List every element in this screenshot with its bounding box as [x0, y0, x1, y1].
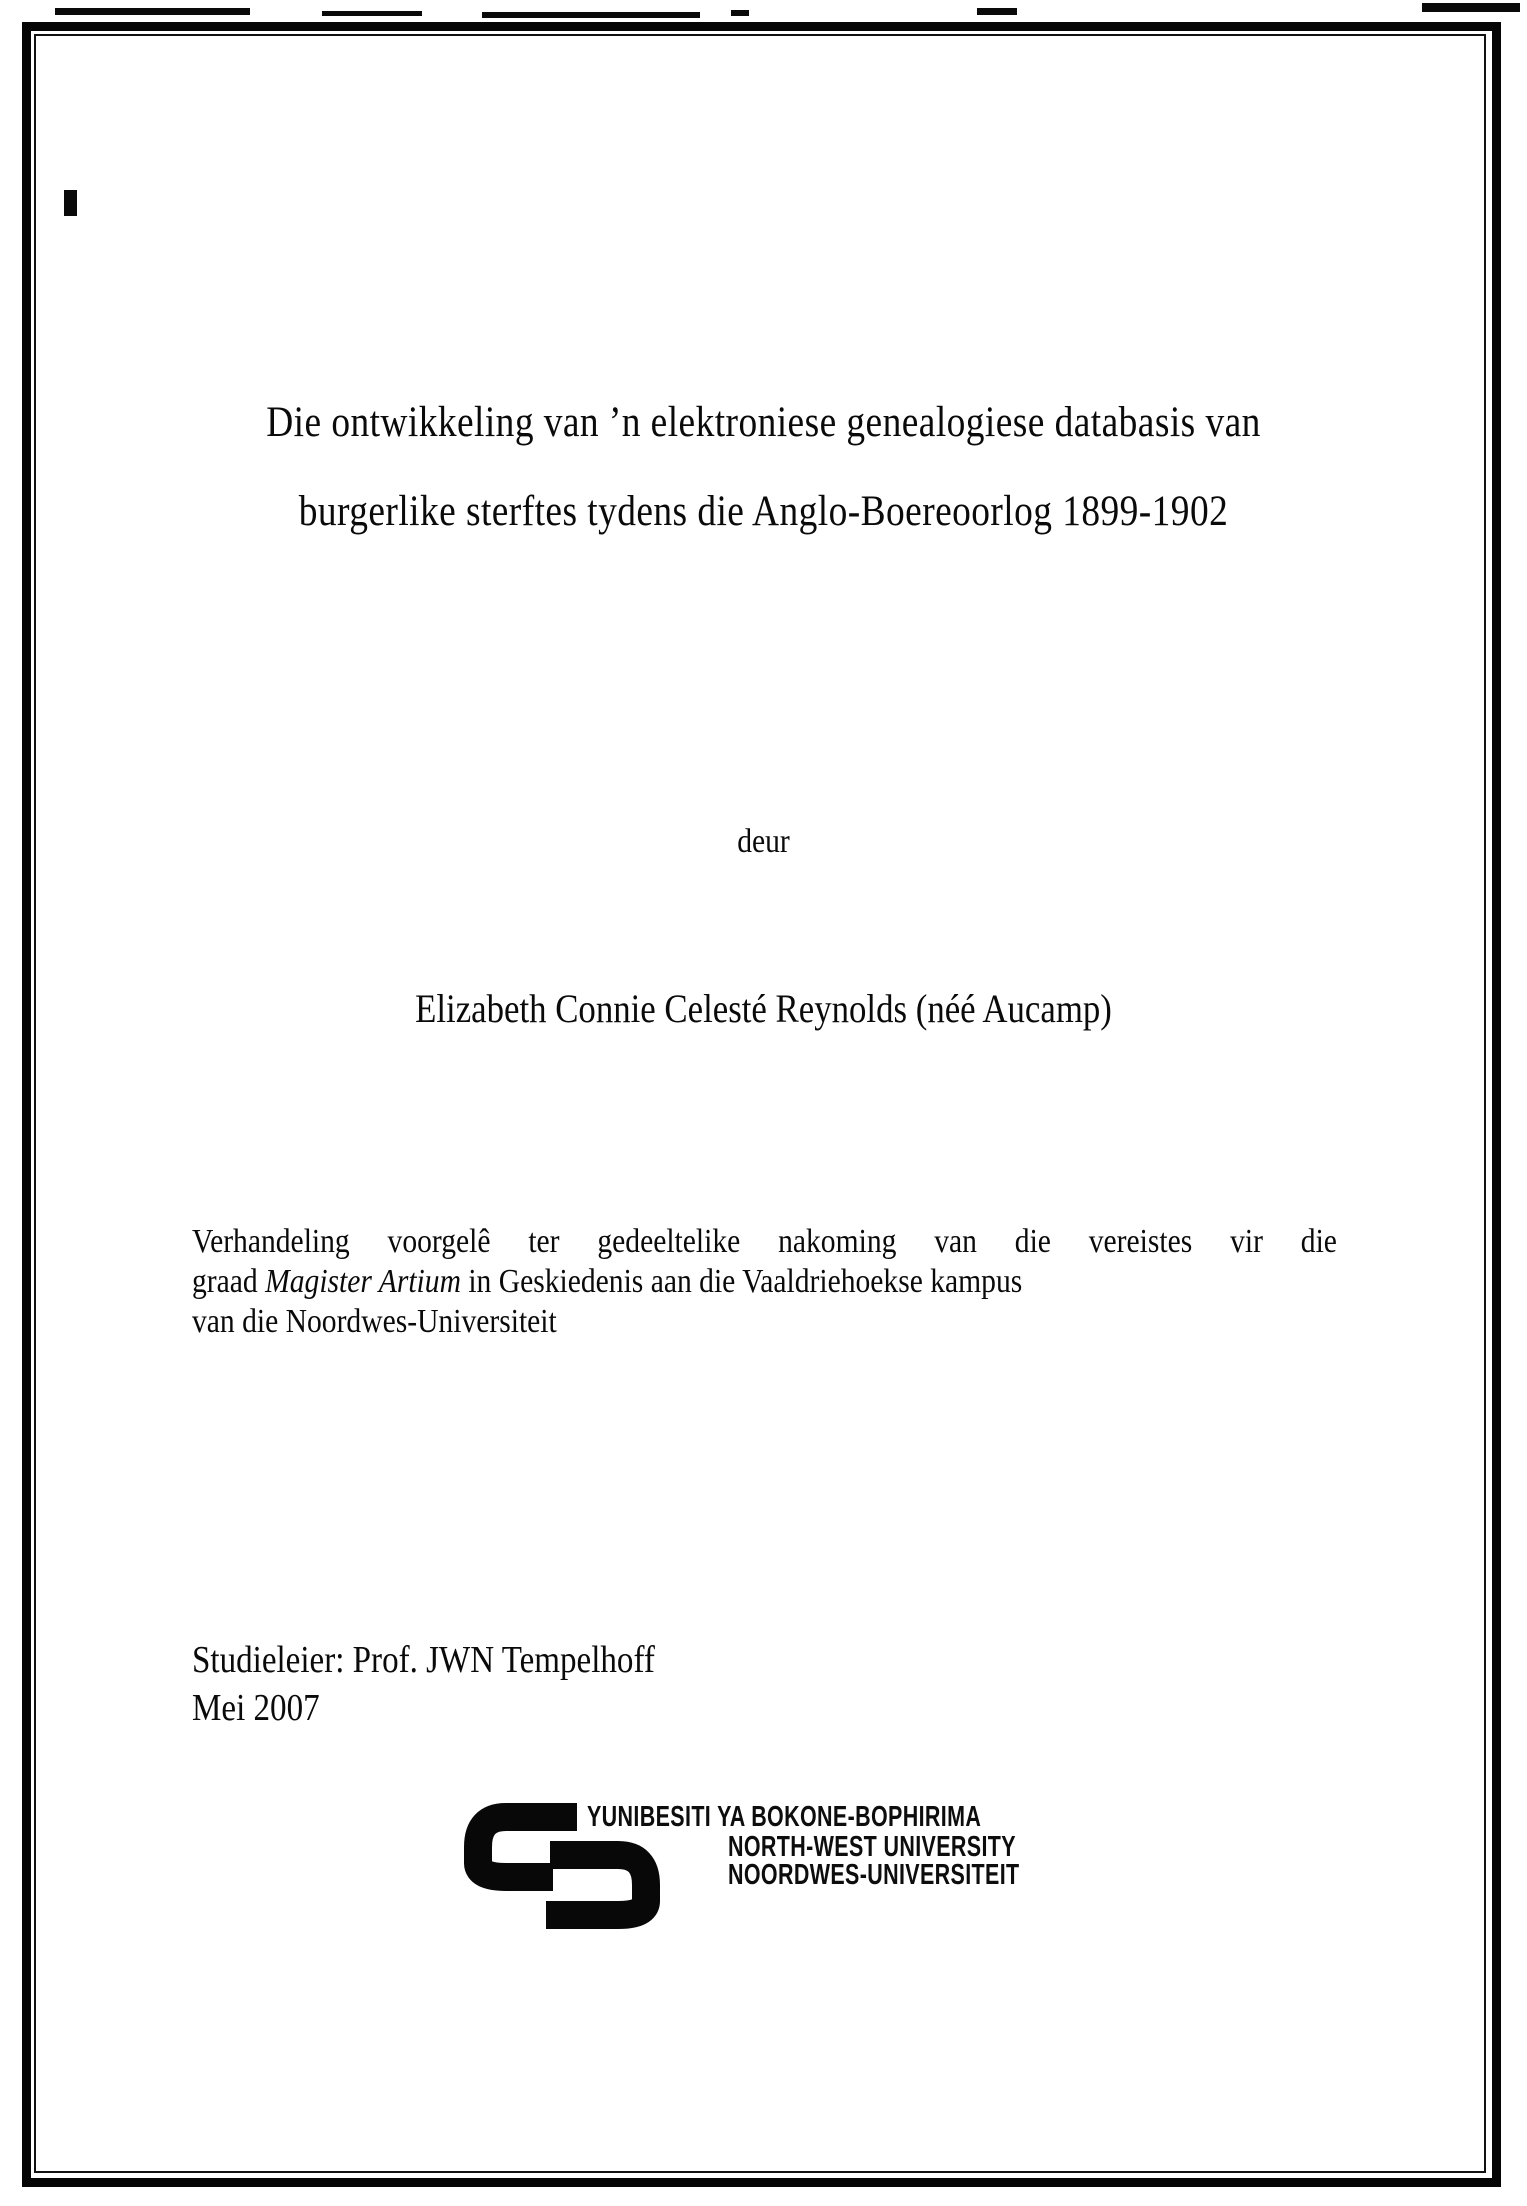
- scan-artifact: [731, 10, 749, 16]
- degree-statement-line-2: [192, 1262, 1337, 1302]
- logo-text-afrikaans: NOORDWES-UNIVERSITEIT: [728, 1859, 1020, 1891]
- degree-statement: [192, 1222, 1337, 1342]
- scan-artifact: [482, 12, 700, 18]
- scan-artifact: [1422, 3, 1520, 12]
- degree-statement-line-3: van die Noordwes-Universiteit: [192, 1303, 557, 1340]
- degree-name-italic: Magister Artium: [265, 1263, 461, 1300]
- degree-statement-line-2-prefix: graad: [192, 1263, 266, 1300]
- thesis-title: [99, 378, 1427, 556]
- scan-artifact: [977, 8, 1017, 15]
- scan-artifact: [55, 8, 250, 15]
- scan-artifact: [322, 11, 422, 16]
- date-line: Mei 2007: [192, 1687, 320, 1729]
- thesis-title-line-2: burgerlike sterftes tydens die Anglo-Boereoorlog 1899-1902: [298, 488, 1229, 535]
- logo-text-setswana: YUNIBESITI YA BOKONE-BOPHIRIMA: [587, 1801, 982, 1833]
- degree-statement-line-1: Verhandeling voorgelê ter gedeeltelike nakoming van die vereistes vir die: [192, 1223, 1337, 1260]
- author-name: Elizabeth Connie Celesté Reynolds (néé Aucamp): [415, 986, 1112, 1031]
- logo-text-english: NORTH-WEST UNIVERSITY: [728, 1831, 1016, 1863]
- degree-statement-line-2-suffix: in Geskiedenis aan die Vaaldriehoekse kampus: [460, 1263, 1023, 1300]
- thesis-title-line-1: Die ontwikkeling van ’n elektroniese genealogiese databasis van: [266, 399, 1261, 446]
- scan-artifact: [64, 190, 77, 216]
- supervisor-line: Studieleier: Prof. JWN Tempelhoff: [192, 1639, 655, 1681]
- supervisor-block: [192, 1636, 655, 1732]
- byline-label: deur: [737, 823, 790, 860]
